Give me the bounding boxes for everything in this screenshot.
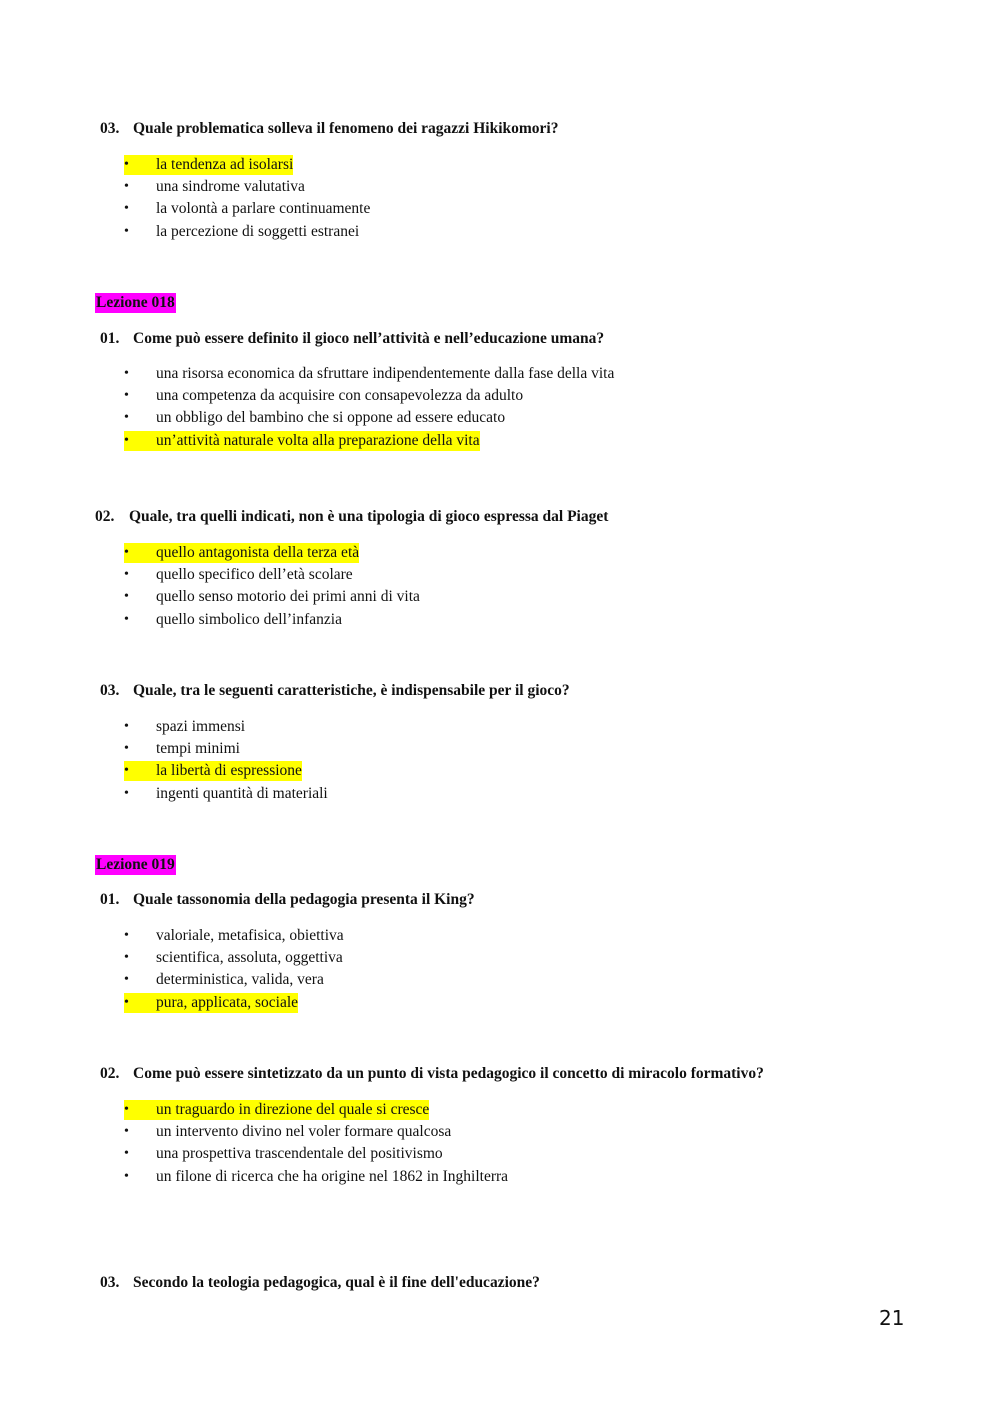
question-number: 01. — [100, 891, 120, 908]
question-text: Quale, tra le seguenti caratteristiche, è indispensabile per il gioco? — [133, 682, 570, 699]
bullet-icon: • — [124, 1100, 156, 1120]
question-text: Come può essere sintetizzato da un punto di vista pedagogico il concetto di miracolo formativo? — [133, 1065, 764, 1082]
bullet-icon: • — [124, 431, 156, 451]
bullet-icon: • — [124, 410, 129, 426]
question-number: 02. — [100, 1065, 120, 1082]
bullet-icon: • — [124, 543, 156, 563]
bullet-icon: • — [124, 567, 129, 583]
bullet-icon: • — [124, 761, 156, 781]
question-text: Secondo la teologia pedagogica, qual è il fine dell'educazione? — [133, 1274, 540, 1291]
question-text: Quale tassonomia della pedagogia presenta il King? — [133, 891, 475, 908]
bullet-icon: • — [124, 928, 129, 943]
bullet-icon: • — [124, 388, 129, 404]
bullet-icon: • — [124, 972, 129, 988]
bullet-icon: • — [124, 201, 129, 217]
bullet-icon: • — [124, 993, 156, 1013]
bullet-icon: • — [124, 589, 129, 605]
bullet-icon: • — [124, 950, 129, 966]
bullet-icon: • — [124, 179, 129, 195]
bullet-icon: • — [124, 611, 129, 627]
bullet-icon: • — [124, 1168, 129, 1184]
question-heading — [100, 891, 475, 909]
question-text: Quale, tra quelli indicati, non è una tipologia di gioco espressa dal Piaget — [129, 508, 609, 525]
question-heading — [95, 508, 608, 526]
question-number: 03. — [100, 682, 120, 699]
question-text: Come può essere definito il gioco nell’attività e nell’educazione umana? — [133, 330, 605, 347]
lesson-heading: Lezione 018 — [96, 294, 175, 311]
question-number: 03. — [100, 1274, 120, 1291]
bullet-icon: • — [124, 785, 129, 801]
question-heading — [100, 682, 570, 700]
bullet-icon: • — [124, 741, 129, 757]
question-heading — [100, 1065, 764, 1083]
question-number: 02. — [95, 508, 115, 525]
question-number: 01. — [100, 330, 120, 347]
bullet-icon: • — [124, 155, 156, 175]
question-number: 03. — [100, 120, 120, 137]
bullet-icon: • — [124, 1146, 129, 1162]
bullet-icon: • — [124, 719, 129, 734]
bullet-icon: • — [124, 1124, 129, 1140]
question-heading — [100, 330, 604, 348]
bullet-icon: • — [124, 366, 129, 381]
question-heading — [100, 120, 559, 138]
question-text: Quale problematica solleva il fenomeno dei ragazzi Hikikomori? — [133, 120, 559, 137]
lesson-heading: Lezione 019 — [96, 856, 175, 873]
bullet-icon: • — [124, 223, 129, 239]
question-heading — [100, 1274, 540, 1292]
page-number: 21 — [879, 1306, 905, 1330]
